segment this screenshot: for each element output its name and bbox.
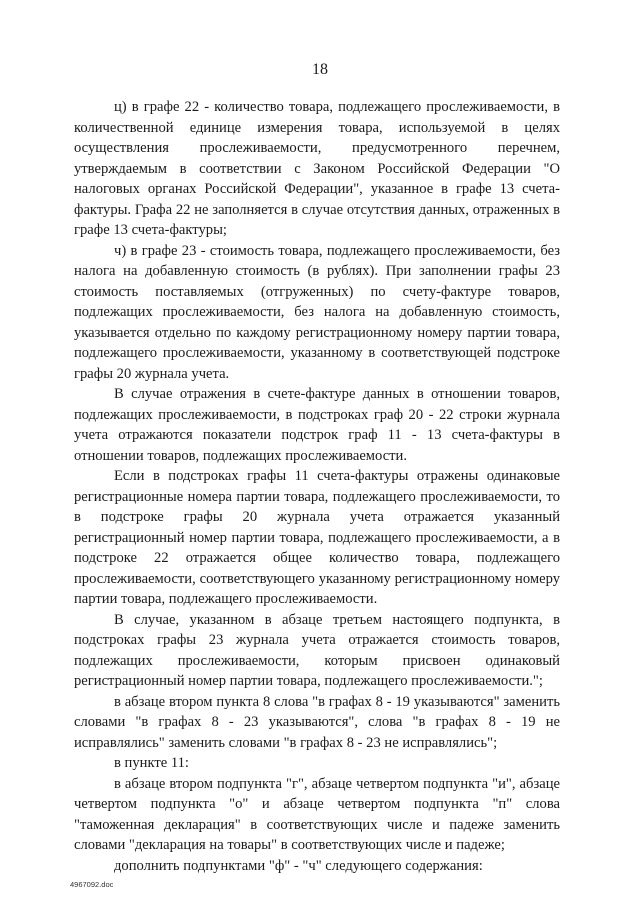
page-number: 18 xyxy=(312,61,328,78)
paragraph: В случае, указанном в абзаце третьем настоящего подпункта, в подстроках графы 23 журнала учета отражается стоимость товаров, подлежащих прослеживаемости, которым присвоен одинаковый регистрационный номер партии товара, подлежащего прослеживаемости."; xyxy=(74,611,560,689)
paragraph: в абзаце втором пункта 8 слова "в графах 8 - 19 указываются" заменить словами "в графах 8 - 23 указываются", слова "в графах 8 - 19 не исправлялись" заменить словами "в графах 8 - 23 не исправлялись"; xyxy=(74,693,560,751)
paragraph: дополнить подпунктами "ф" - "ч" следующего содержания: xyxy=(114,857,483,874)
paragraph: в абзаце втором подпункта "г", абзаце четвертом подпункта "и", абзаце четвертом подпункта "о" и абзаце четвертом подпункта "п" слова "таможенная декларация" в соответствующих числе и падеже заменить словами "декларация на товары" в соответствующих числе и падеже; xyxy=(74,775,560,853)
paragraph: в пункте 11: xyxy=(114,755,189,771)
document-body xyxy=(74,97,560,876)
paragraph: Если в подстроках графы 11 счета-фактуры отражены одинаковые регистрационные номера партии товара, подлежащего прослеживаемости, то в подстроке графы 20 журнала учета отражается указанный регистрационный номер партии товара, подлежащего прослеживаемости, а в подстроке 22 отражается общее количество товара, подлежащего прослеживаемости, соответствующего указанному регистрационному номеру партии товара, подлежащего прослеживаемости. xyxy=(74,468,560,607)
paragraph: В случае отражения в счете-фактуре данных в отношении товаров, подлежащих прослеживаемости, в подстроках граф 20 - 22 строки журнала учета отражаются показатели подстрок граф 11 - 13 счета-фактуры в отношении товаров, подлежащих прослеживаемости. xyxy=(74,386,560,464)
footer-filename: 4967092.doc xyxy=(70,880,114,889)
paragraph: ц) в графе 22 - количество товара, подлежащего прослеживаемости, в количественной единице измерения товара, используемой в целях осуществления прослеживаемости, предусмотренного перечнем, утверждаемым в соответствии с Законом Российской Федерации "О налоговых органах Российской Федерации", указанное в графе 13 счета-фактуры. Графа 22 не заполняется в случае отсутствия данных, отраженных в графе 13 счета-фактуры; xyxy=(74,99,560,238)
paragraph: ч) в графе 23 - стоимость товара, подлежащего прослеживаемости, без налога на добавленную стоимость (в рублях). При заполнении графы 23 стоимость поставляемых (отгруженных) по счету-фактуре товаров, подлежащих прослеживаемости, без налога на добавленную стоимость, указывается отдельно по каждому регистрационному номеру партии товара, подлежащего прослеживаемости, указанному в соответствующей подстроке графы 20 журнала учета. xyxy=(74,242,560,382)
